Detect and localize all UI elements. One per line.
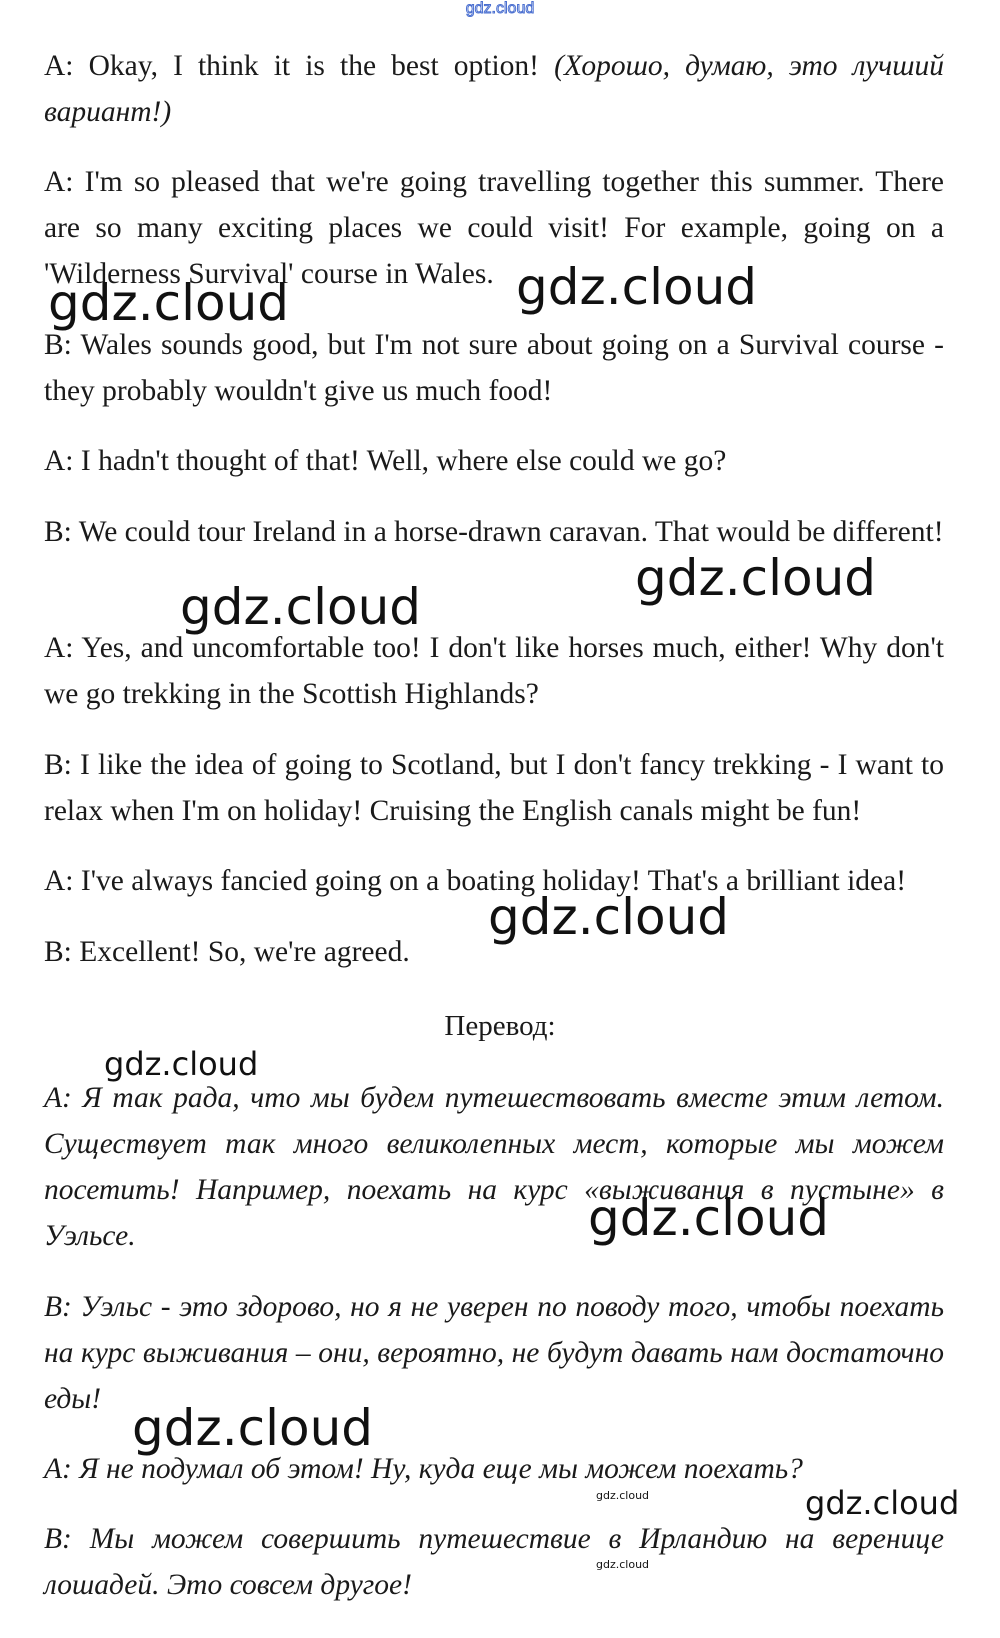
translation-heading: Перевод:	[444, 1010, 556, 1042]
russian-gloss: (Хорошо, думаю, это лучший вариант!)	[44, 50, 945, 128]
watermark: gdz.cloud	[635, 549, 877, 607]
dialogue-line-4: A: I hadn't thought of that! Well, where else could we go?	[44, 445, 727, 477]
dialogue-line-2: A: I'm so pleased that we're going travelling together this summer. There are so many exciting places we could visit! For example, going on a 'Wilderness Survival' course in Wales.	[44, 166, 944, 290]
translation-line-2: В: Уэльс - это здорово, но я не уверен по поводу того, чтобы поехать на курс выживания – они, вероятно, не будут давать нам достаточно еды!	[44, 1291, 944, 1415]
translation-line-4: В: Мы можем совершить путешествие в Ирландию на веренице лошадей. Это совсем другое!	[44, 1523, 944, 1601]
english-text: Okay, I think it is the best option!	[88, 50, 539, 82]
watermark: gdz.cloud	[516, 258, 758, 316]
watermark: gdz.cloud	[180, 578, 422, 636]
speaker-label: A:	[44, 50, 74, 82]
watermark: gdz.cloud	[488, 888, 730, 946]
watermark: gdz.cloud	[596, 1558, 650, 1571]
dialogue-line-5: B: We could tour Ireland in a horse-drawn caravan. That would be different!	[44, 516, 944, 548]
watermark: gdz.cloud	[588, 1189, 830, 1247]
watermark: gdz.cloud	[596, 1489, 650, 1502]
watermark: gdz.cloud	[805, 1484, 960, 1522]
dialogue-line-3: B: Wales sounds good, but I'm not sure about going on a Survival course - they probably wouldn't give us much food!	[44, 329, 944, 407]
header-watermark: gdz.cloud	[465, 0, 535, 17]
translation-line-1: А: Я так рада, что мы будем путешествовать вместе этим летом. Существует так много великолепных мест, которые мы можем посетить! Например, поехать на курс «выживания в пустыне» в Уэльсе.	[44, 1082, 944, 1252]
dialogue-line-6: A: Yes, and uncomfortable too! I don't like horses much, either! Why don't we go trekking in the Scottish Highlands?	[44, 632, 944, 710]
dialogue-line-8: A: I've always fancied going on a boating holiday! That's a brilliant idea!	[44, 865, 907, 897]
dialogue-line-1	[44, 43, 944, 135]
dialogue-line-9: B: Excellent! So, we're agreed.	[44, 936, 410, 968]
watermark: gdz.cloud	[48, 274, 290, 332]
watermark: gdz.cloud	[104, 1045, 259, 1083]
dialogue-line-7: B: I like the idea of going to Scotland, but I don't fancy trekking - I want to relax when I'm on holiday! Cruising the English canals might be fun!	[44, 749, 944, 827]
watermark: gdz.cloud	[132, 1399, 374, 1457]
translation-line-3: А: Я не подумал об этом! Ну, куда еще мы можем поехать?	[44, 1453, 803, 1485]
